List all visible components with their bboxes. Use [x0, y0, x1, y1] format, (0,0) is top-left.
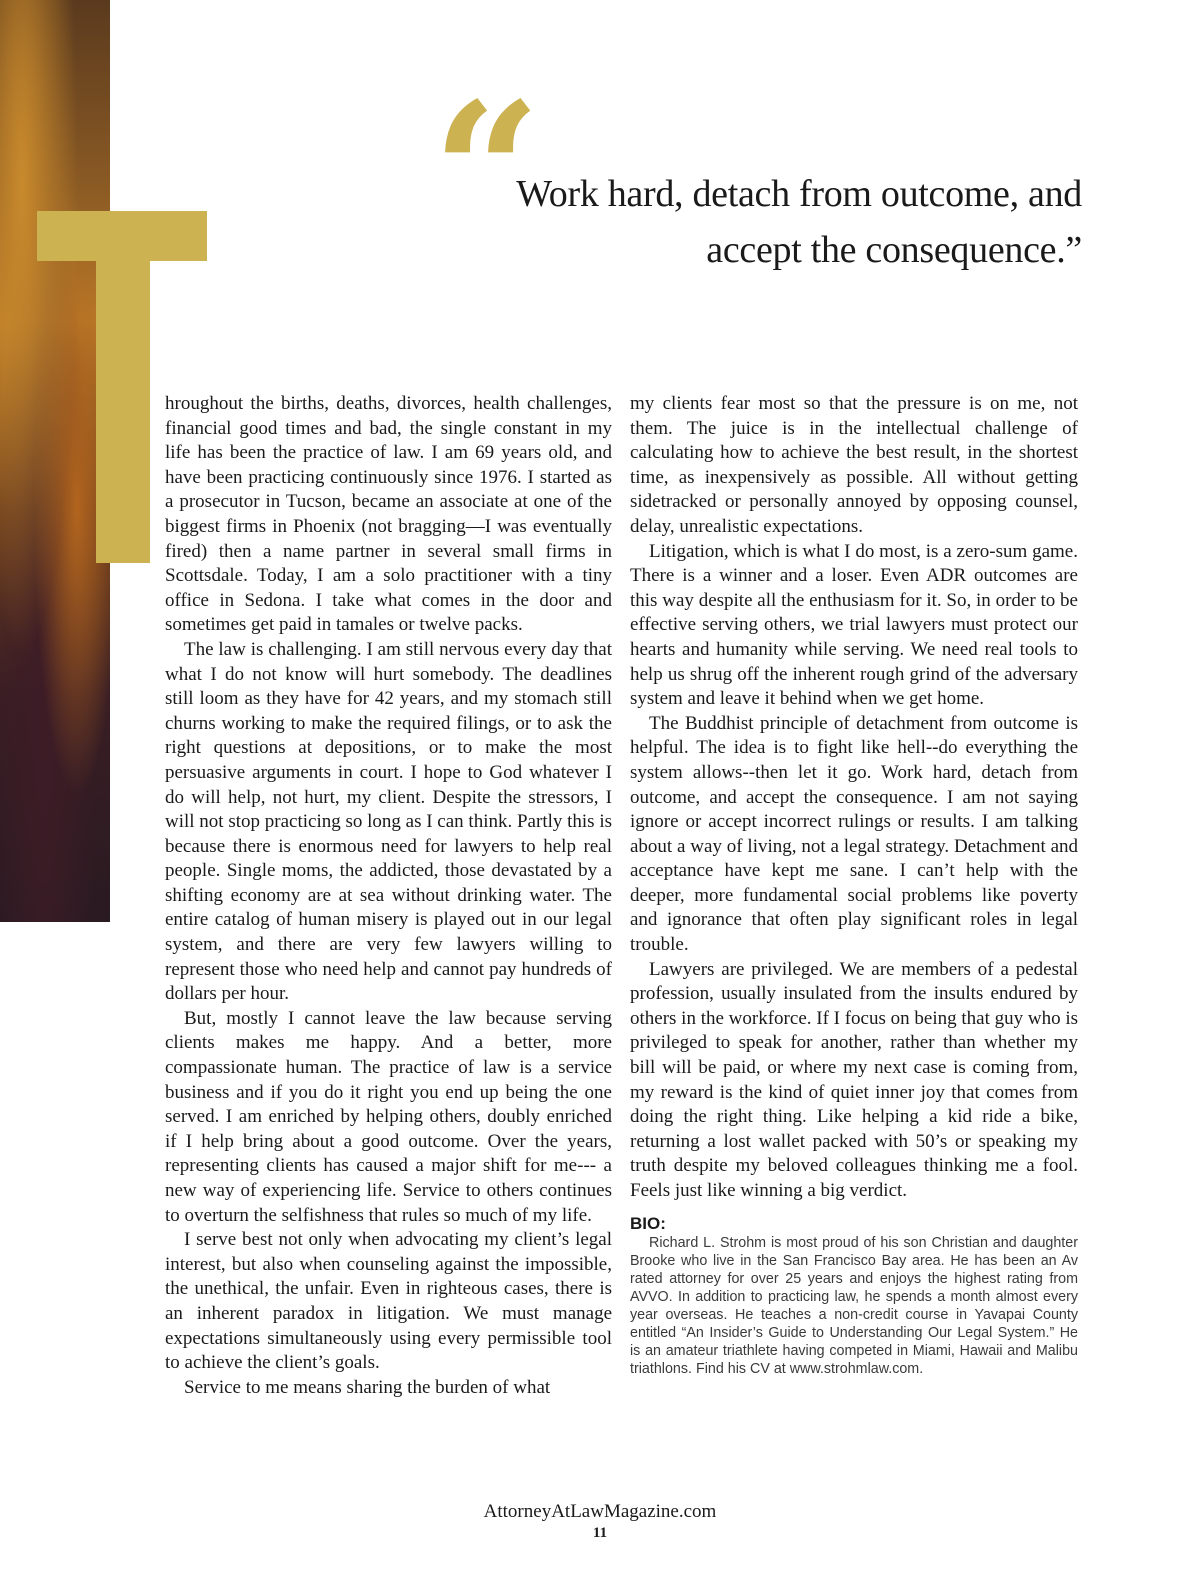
bio-text: Richard L. Strohm is most proud of his son Christian and daughter Brooke who live in the San Francisco Bay area. He has been an Av rated attorney for over 25 years and enjoys the highest rating from AVVO. In addition to practicing law, he spends a month almost every year overseas. He teaches a non-credit course in Yavapai County entitled “An Insider’s Guide to Understanding Our Legal System.” He is an amateur triathlete having competed in Miami, Hawaii and Malibu triathlons. Find his CV at www.strohmlaw.com.	[630, 1234, 1078, 1377]
dropcap-stem	[96, 211, 150, 563]
article-column-left	[165, 392, 612, 1400]
page-number: 11	[592, 1525, 608, 1541]
article-column-right	[630, 392, 1078, 1378]
bio-heading: BIO:	[630, 1213, 666, 1233]
article-paragraph: The Buddhist principle of detachment from outcome is helpful. The idea is to fight like hell--do everything the system allows--then let it go. Work hard, detach from outcome, and accept the consequence. I am not saying ignore or accept incorrect rulings or results. I am talking about a way of living, not a legal strategy. Detachment and acceptance have kept me sane. I can’t help with the deeper, more fundamental social problems like poverty and ignorance that often play significant roles in legal trouble.	[630, 712, 1078, 956]
article-paragraph: Service to me means sharing the burden of what	[184, 1376, 551, 1398]
article-paragraph: Lawyers are privileged. We are members of a pedestal profession, usually insulated from the insults endured by others in the workforce. If I focus on being that guy who is privileged to speak for another, rather than whether my bill will be paid, or where my next case is coming from, my reward is the kind of quiet inner joy that comes from doing the right thing. Like helping a kid ride a bike, returning a lost wallet packed with 50’s or speaking my truth despite my beloved colleagues thinking me a fool. Feels just like winning a big verdict.	[630, 958, 1078, 1201]
article-paragraph: I serve best not only when advocating my client’s legal interest, but also when counseling against the impossible, the unethical, the unfair. Even in righteous cases, there is an inherent paradox in litigation. We must manage expectations simultaneously using every permissible tool to achieve the client’s goals.	[165, 1229, 612, 1374]
article-paragraph: my clients fear most so that the pressure is on me, not them. The juice is in the intellectual challenge of calculating how to achieve the best result, in the shortest time, as inexpensively as possible. All without getting sidetracked or personally annoyed by opposing counsel, delay, unrealistic expectations.	[630, 393, 1078, 537]
footer-site-link[interactable]: AttorneyAtLawMagazine.com	[483, 1501, 717, 1522]
page-footer	[0, 1500, 1200, 1542]
article-paragraph: But, mostly I cannot leave the law because serving clients makes me happy. And a better, more compassionate human. The practice of law is a service business and if you do it right you end up being the one served. I am enriched by helping others, doubly enriched if I help bring about a good outcome. Over the years, representing clients has caused a major shift for me--- a new way of experiencing life. Service to others continues to overturn the selfishness that rules so much of my life.	[165, 1007, 612, 1226]
article-paragraph: The law is challenging. I am still nervous every day that what I do not know will hurt somebody. The deadlines still loom as they have for 42 years, and my stomach still churns working to make the required filings, or to ask the right questions at depositions, or to make the most persuasive arguments in court. I hope to God whatever I do will help, not hurt, my client. Despite the stressors, I will not stop practicing so long as I can think. Partly this is because there is enormous need for lawyers to help real people. Single moms, the addicted, those devastated by a shifting economy are at sea without drinking water. The entire catalog of human misery is played out in our legal system, and there are very few lawyers willing to represent those who need help and cannot pay hundreds of dollars per hour.	[165, 638, 612, 1005]
side-photo-strip	[0, 0, 110, 922]
pull-quote: Work hard, detach from outcome, and accept the consequence.”	[516, 173, 1082, 271]
article-paragraph: Litigation, which is what I do most, is a zero-sum game. There is a winner and a loser. Even ADR outcomes are this way despite all the enthusiasm for it. So, in order to be effective serving others, we trial lawyers must protect our hearts and humanity while serving. We need real tools to help us shrug off the inherent rough grind of the adversary system and leave it behind when we get home.	[630, 540, 1078, 710]
quote-marks-icon: “	[432, 61, 542, 284]
article-paragraph: hroughout the births, deaths, divorces, health challenges, financial good times and bad, the single constant in my life has been the practice of law. I am 69 years old, and have been practicing continuously since 1976. I started as a prosecutor in Tucson, became an associate at one of the biggest firms in Phoenix (not bragging—I was eventually fired) then a name partner in several small firms in Scottsdale. Today, I am a solo practitioner with a tiny office in Sedona. I take what comes in the door and sometimes get paid in tamales or twelve packs.	[165, 393, 612, 636]
